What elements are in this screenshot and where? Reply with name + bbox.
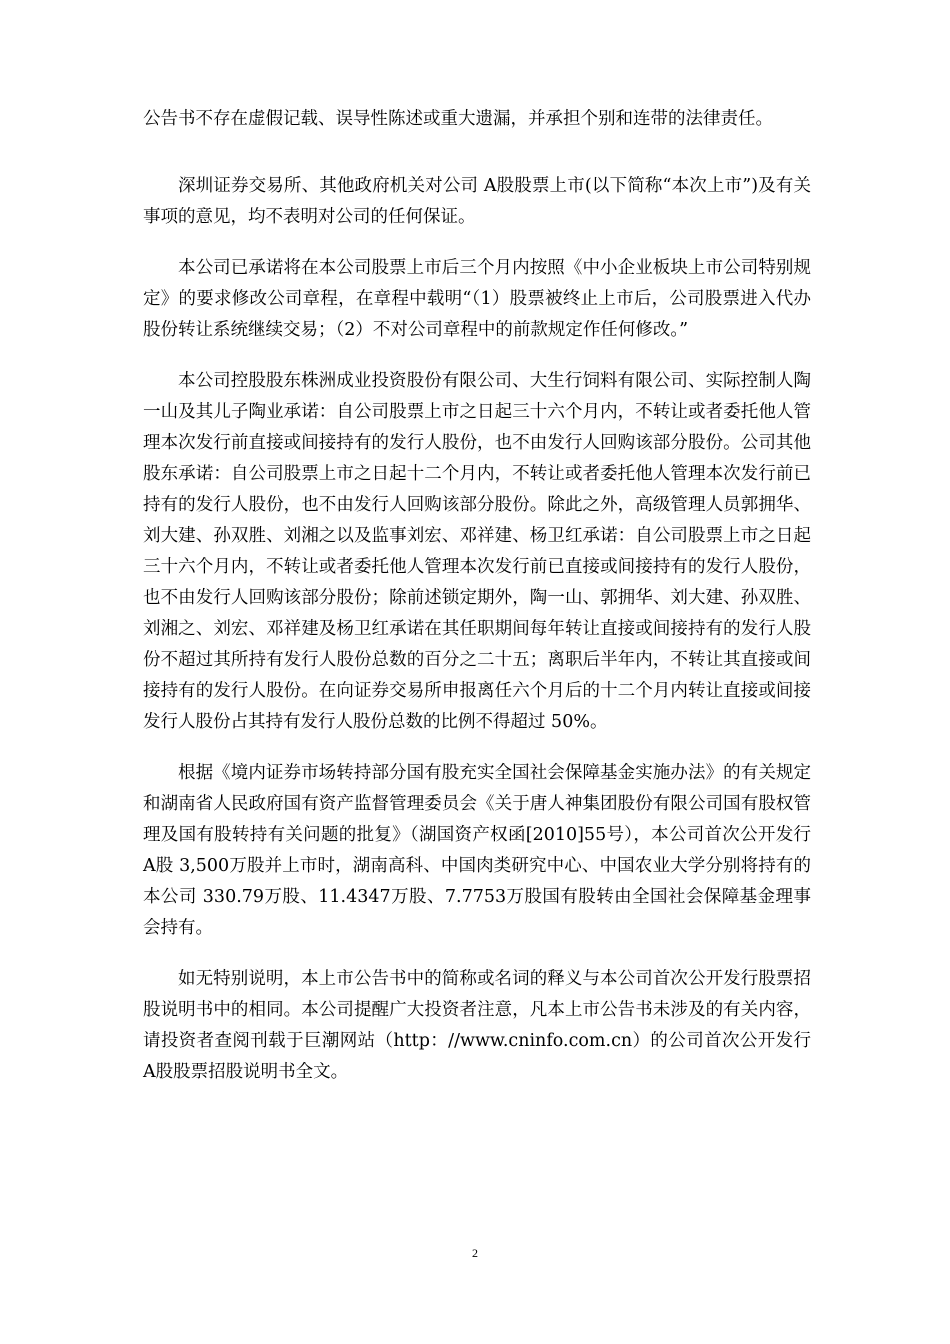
document-body bbox=[143, 104, 811, 1088]
paragraph-exchange-disclaimer: 深圳证券交易所、其他政府机关对公司 A股股票上市(以下简称“本次上市”)及有关事项的意见，均不表明对公司的任何保证。 bbox=[143, 176, 811, 227]
paragraph-articles-commitment: 本公司已承诺将在本公司股票上市后三个月内按照《中小企业板块上市公司特别规定》的要求修改公司章程，在章程中载明“（1）股票被终止上市后，公司股票进入代办股份转让系统继续交易；（2）不对公司章程中的前款规定作任何修改。” bbox=[143, 258, 811, 340]
page-number: 2 bbox=[472, 1246, 478, 1260]
paragraph-definitions-note: 如无特别说明，本上市公告书中的简称或名词的释义与本公司首次公开发行股票招股说明书中的相同。本公司提醒广大投资者注意，凡本上市公告书未涉及的有关内容，请投资者查阅刊载于巨潮网站（http：//www.cninfo.com.cn）的公司首次公开发行 A股股票招股说明书全文。 bbox=[143, 969, 811, 1082]
paragraph-state-share-transfer: 根据《境内证券市场转持部分国有股充实全国社会保障基金实施办法》的有关规定和湖南省人民政府国有资产监督管理委员会《关于唐人神集团股份有限公司国有股权管理及国有股转持有关问题的批复》（湖国资产权函[2010]55号），本公司首次公开发行 A股 3,500万股并上市时，湖南高科、中国肉类研究中心、中国农业大学分别将持有的本公司 330.79万股、11.4347万股、7.7753万股国有股转由全国社会保障基金理事会持有。 bbox=[143, 763, 811, 938]
paragraph-continued: 公告书不存在虚假记载、误导性陈述或重大遗漏，并承担个别和连带的法律责任。 bbox=[143, 109, 773, 129]
paragraph-shareholder-lockup: 本公司控股股东株洲成业投资股份有限公司、大生行饲料有限公司、实际控制人陶一山及其儿子陶业承诺：自公司股票上市之日起三十六个月内，不转让或者委托他人管理本次发行前直接或间接持有的发行人股份，也不由发行人回购该部分股份。公司其他股东承诺：自公司股票上市之日起十二个月内，不转让或者委托他人管理本次发行前已持有的发行人股份，也不由发行人回购该部分股份。除此之外，高级管理人员郭拥华、刘大建、孙双胜、刘湘之以及监事刘宏、邓祥建、杨卫红承诺：自公司股票上市之日起三十六个月内，不转让或者委托他人管理本次发行前已直接或间接持有的发行人股份，也不由发行人回购该部分股份；除前述锁定期外，陶一山、郭拥华、刘大建、孙双胜、刘湘之、刘宏、邓祥建及杨卫红承诺在其任职期间每年转让直接或间接持有的发行人股份不超过其所持有发行人股份总数的百分之二十五；离职后半年内，不转让其直接或间接持有的发行人股份。在向证券交易所申报离任六个月后的十二个月内转让直接或间接发行人股份占其持有发行人股份总数的比例不得超过 50%。 bbox=[143, 371, 811, 732]
